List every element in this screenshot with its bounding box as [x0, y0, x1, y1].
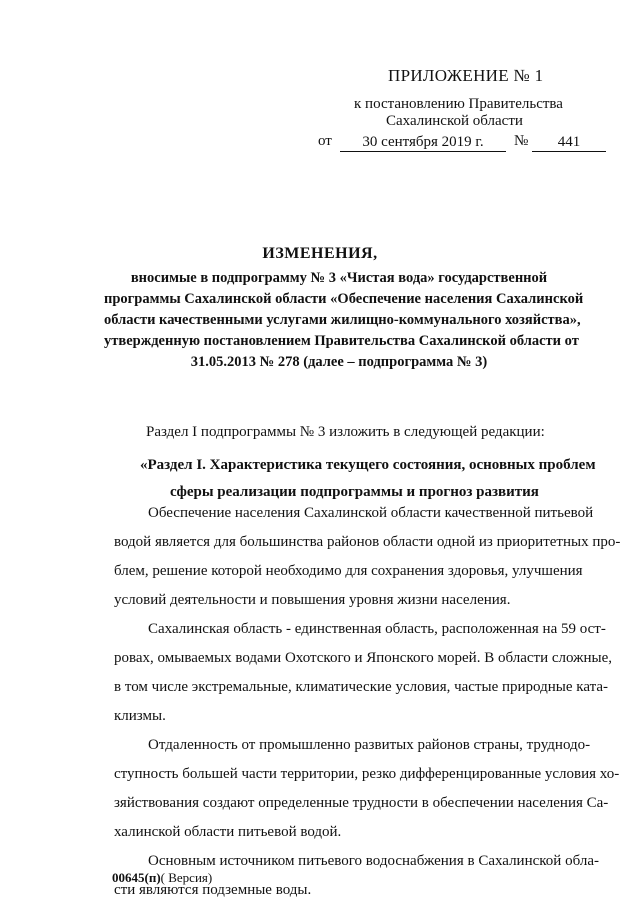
- section-instruction: Раздел I подпрограммы № 3 изложить в следующей редакции:: [146, 424, 545, 440]
- from-label: от: [318, 133, 332, 149]
- body-line: блем, решение которой необходимо для сохранения здоровья, улучшения: [114, 563, 583, 579]
- appendix-label: ПРИЛОЖЕНИЕ № 1: [388, 66, 544, 85]
- document-subtitle: [104, 268, 584, 373]
- body-line: халинской области питьевой водой.: [114, 824, 342, 840]
- body-text: [114, 499, 624, 905]
- subtitle-line: утвержденную постановлением Правительства Сахалинской области от: [104, 333, 579, 349]
- number-label: №: [514, 133, 529, 149]
- body-line: водой является для большинства районов области одной из приоритетных про-: [114, 534, 621, 550]
- body-line: Сахалинская область - единственная область, расположенная на 59 ост-: [148, 621, 606, 637]
- body-line: Обеспечение населения Сахалинской области качественной питьевой: [148, 505, 594, 521]
- body-line: в том числе экстремальные, климатические условия, частые природные ката-: [114, 679, 608, 695]
- section-heading-line: «Раздел I. Характеристика текущего состояния, основных проблем: [140, 457, 596, 473]
- resolution-date: 30 сентября 2019 г.: [340, 133, 506, 152]
- body-line: Отдаленность от промышленно развитых районов страны, труднодо-: [148, 737, 591, 753]
- subtitle-line: вносимые в подпрограмму № 3 «Чистая вода» государственной: [130, 270, 548, 286]
- subtitle-line: области качественными услугами жилищно-коммунального хозяйства»,: [104, 312, 581, 328]
- body-line: клизмы.: [114, 708, 166, 724]
- resolution-ref-line1: к постановлению Правительства: [354, 96, 563, 112]
- body-line: сти являются подземные воды.: [114, 882, 312, 898]
- resolution-ref-line2: Сахалинской области: [386, 113, 523, 129]
- document-footer: [112, 870, 212, 886]
- resolution-number: 441: [532, 133, 606, 152]
- subtitle-line: программы Сахалинской области «Обеспечение населения Сахалинской: [104, 291, 584, 307]
- body-line: ступность большей части территории, резко дифференцированные условия хо-: [114, 766, 620, 782]
- document-title: ИЗМЕНЕНИЯ,: [262, 245, 378, 262]
- date-number-line: [318, 133, 618, 153]
- body-line: условий деятельности и повышения уровня жизни населения.: [114, 592, 511, 608]
- body-line: ровах, омываемых водами Охотского и Японского морей. В области сложные,: [114, 650, 612, 666]
- body-line: Основным источником питьевого водоснабжения в Сахалинской обла-: [148, 853, 599, 869]
- document-code: 00645(п): [112, 870, 161, 885]
- section-heading-line: сферы реализации подпрограммы и прогноз развития: [170, 484, 539, 500]
- section-heading: [140, 452, 620, 506]
- document-version: ( Версия): [160, 870, 213, 885]
- subtitle-line: 31.05.2013 № 278 (далее – подпрограмма № 3): [190, 354, 488, 370]
- body-line: зяйствования создают определенные трудности в обеспечении населения Са-: [114, 795, 609, 811]
